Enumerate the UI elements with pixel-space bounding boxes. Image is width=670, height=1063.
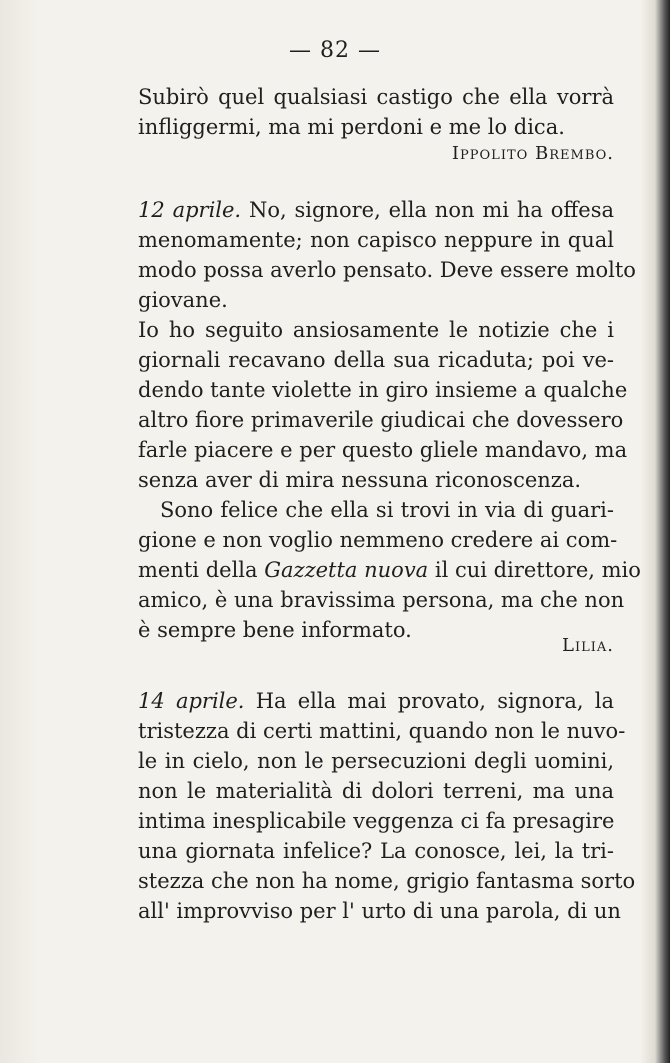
letter-14-aprile xyxy=(138,686,636,926)
text-line: è sempre bene informato. xyxy=(138,618,412,642)
text-line: Io ho seguito ansiosamente le notizie che i xyxy=(138,318,614,342)
signature-lilia: Lilia. xyxy=(562,635,614,656)
text-line: all' improvviso per l' urto di una parola, di un xyxy=(138,899,621,923)
text-line: infliggermi, ma mi perdoni e me lo dica. xyxy=(138,115,565,139)
newspaper-title: Gazzetta nuova xyxy=(264,558,429,582)
text-line: giornali recavano della sua ricaduta; poi ve- xyxy=(138,348,614,372)
page-number: — 82 — xyxy=(289,38,381,63)
text-line: giovane. xyxy=(138,288,228,312)
text-line: 14 aprile. Ha ella mai provato, signora, la xyxy=(138,689,614,713)
signature-ippolito: Ippolito Brembo. xyxy=(451,143,614,164)
text-line: intima inesplicabile veggenza ci fa presagire xyxy=(138,809,615,833)
letter-ending-paragraph xyxy=(138,82,614,142)
text-line: altro fiore primaverile giudicai che dovessero xyxy=(138,408,624,432)
text-line: tristezza di certi mattini, quando non le nuvo- xyxy=(138,719,626,743)
text-line: 12 aprile. No, signore, ella non mi ha offesa xyxy=(138,198,614,222)
text-line: modo possa averlo pensato. Deve essere molto xyxy=(138,258,636,282)
text-line: Sono felice che ella si trovi in via di guari- xyxy=(160,498,614,522)
text-line: dendo tante violette in giro insieme a qualche xyxy=(138,378,628,402)
letter-date: 12 aprile. xyxy=(138,198,242,222)
letter-date: 14 aprile. xyxy=(138,689,245,713)
text-line: stezza che non ha nome, grigio fantasma sorto xyxy=(138,869,636,893)
text-line: amico, è una bravissima persona, ma che non xyxy=(138,588,625,612)
text-line: Subirò quel qualsiasi castigo che ella vorrà xyxy=(138,85,614,109)
text-line: menomamente; non capisco neppure in qual xyxy=(138,228,614,252)
text-line: senza aver di mira nessuna riconoscenza. xyxy=(138,468,582,492)
text-line: le in cielo, non le persecuzioni degli uomini, xyxy=(138,749,614,773)
text-line: gione e non voglio nemmeno credere ai com- xyxy=(138,528,618,552)
letter-12-aprile xyxy=(138,195,641,645)
text-line: menti della Gazzetta nuova il cui direttore, mio xyxy=(138,558,641,582)
text-line: farle piacere e per questo gliele mandavo, ma xyxy=(138,438,628,462)
text-line: una giornata infelice? La conosce, lei, la tri- xyxy=(138,839,614,863)
text-line: non le materialità di dolori terreni, ma una xyxy=(138,779,614,803)
